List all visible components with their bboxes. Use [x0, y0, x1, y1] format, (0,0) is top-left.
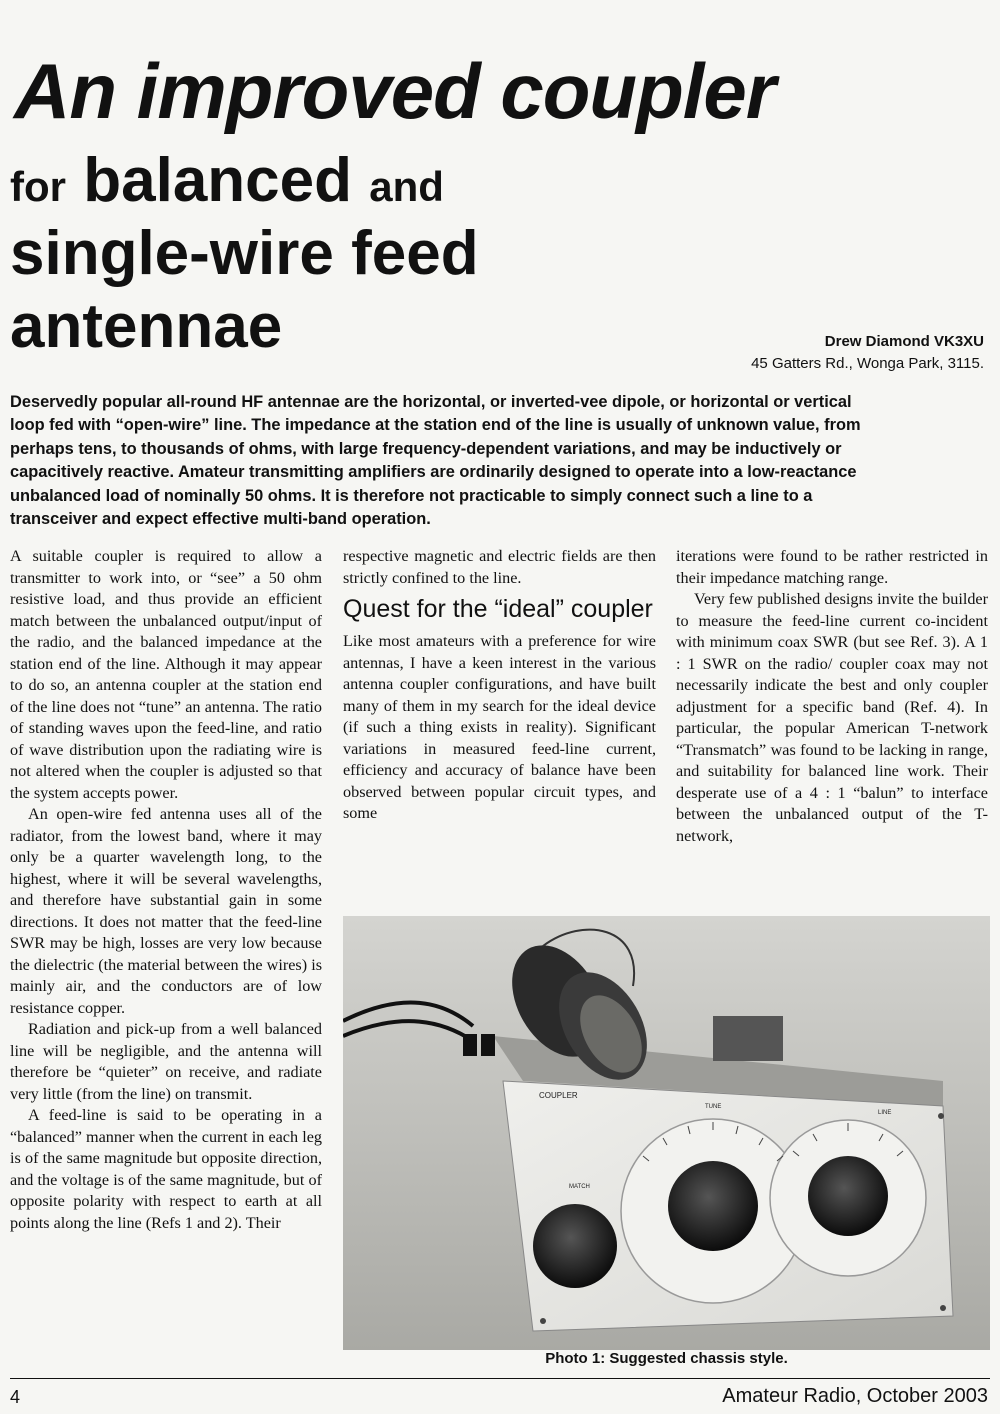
- body-paragraph: An open-wire fed antenna uses all of the radiator, from the lowest band, where it may only be a quarter wavelength long, to the highest, where it will be several wavelengths, and therefore have substantial gain in some directions. It does not matter that the feed-line SWR may be high, losses are very low because the dielectric (the material between the wires) is mainly air, and the conductors are of low resistance copper.: [10, 805, 322, 1017]
- article-subtitle-line1: [10, 146, 444, 215]
- panel-label-coupler: COUPLER: [539, 1091, 578, 1100]
- body-column-2: [343, 546, 656, 825]
- body-paragraph: iterations were found to be rather restricted in their impedance matching range.: [676, 547, 988, 587]
- article-subtitle-line2: single-wire feed: [10, 219, 479, 288]
- intro-line: perhaps tens, to thousands of ohms, with large frequency-dependent variations, and may be inductively or: [10, 439, 842, 458]
- author-name: Drew Diamond VK3XU: [824, 333, 984, 350]
- body-paragraph: Very few published designs invite the builder to measure the feed-line current co-incident with minimum coax SWR (but see Ref. 3). A 1 : 1 SWR on the radio/ coupler coax may not necessarily indicate the best and only coupler adjustment for a specific band (Ref. 4). In particular, the popular American T-network “Transmatch” was found to be lacking in range, and suitability for balanced line work. Their desperate use of a 4 : 1 “balun” to interface between the unbalanced output of the T-network,: [676, 590, 988, 845]
- footer-rule: [10, 1378, 990, 1379]
- knob-label-tune: TUNE: [705, 1104, 722, 1110]
- publication-info: Amateur Radio, October 2003: [722, 1385, 988, 1407]
- intro-line: unbalanced load of nominally 50 ohms. It is therefore not practicable to simply connect such a line to a: [10, 486, 813, 505]
- subtitle-word-balanced: balanced: [83, 146, 353, 215]
- author-address: 45 Gatters Rd., Wonga Park, 3115.: [751, 355, 984, 372]
- body-column-1: [10, 546, 322, 1234]
- knob-label-match: MATCH: [569, 1184, 590, 1190]
- page-number: 4: [10, 1387, 21, 1407]
- body-paragraph: Radiation and pick-up from a well balanced line will be negligible, and the antenna will therefore be “quieter” on receive, and radiate very little (from the line) on transmit.: [10, 1020, 322, 1103]
- article-title: An improved coupler: [14, 47, 776, 135]
- photo-caption: Photo 1: Suggested chassis style.: [545, 1350, 788, 1367]
- coupler-illustration: [343, 916, 990, 1350]
- intro-line: transceiver and expect effective multi-band operation.: [10, 510, 431, 529]
- line-knob: [808, 1156, 888, 1236]
- coupler-photo: [343, 916, 990, 1350]
- body-paragraph: respective magnetic and electric fields are then strictly confined to the line.: [343, 547, 656, 587]
- article-subtitle-line3: antennae: [10, 292, 283, 361]
- intro-line: loop fed with “open-wire” line. The impedance at the station end of the line is usually of unknown value, from: [10, 416, 861, 435]
- terminal: [463, 1034, 477, 1056]
- intro-line: capacitively reactive. Amateur transmitting amplifiers are ordinarily designed to operate into a low-reactance: [10, 463, 857, 482]
- body-paragraph: A feed-line is said to be operating in a “balanced” manner when the current in each leg is of the same magnitude but opposite direction, and the voltage is of the same magnitude, but of opposite polarity with respect to earth at all points along the line (Refs 1 and 2). Their: [10, 1106, 322, 1232]
- intro-paragraph: [10, 391, 978, 531]
- variable-capacitor: [713, 1016, 783, 1061]
- subtitle-word-and: and: [369, 163, 444, 210]
- knob-label-line: LINE: [878, 1110, 892, 1116]
- tune-knob: [668, 1161, 758, 1251]
- section-heading: Quest for the “ideal” coupler: [343, 595, 653, 623]
- body-column-3: [676, 546, 988, 847]
- intro-line: Deservedly popular all-round HF antennae are the horizontal, or inverted-vee dipole, or horizontal or vertical: [10, 393, 852, 411]
- subtitle-word-for: for: [10, 163, 66, 210]
- match-knob: [533, 1204, 617, 1288]
- body-paragraph: A suitable coupler is required to allow a transmitter to work into, or “see” a 50 ohm resistive load, and thus provide an efficient match between the unbalanced output/input of the radio, and the balanced impedance at the station end of the line. Although it may appear to do so, an antenna coupler at the station end of the line does not “tune” an antenna. The ratio of standing waves upon the feed-line, and ratio of wave distribution upon the radiating wire is not altered when the coupler is adjusted so that the system accepts power.: [10, 547, 322, 802]
- body-paragraph: Like most amateurs with a preference for wire antennas, I have a keen interest in the various antenna coupler configurations, and have built many of them in my search for the ideal device (if such a thing exists in reality). Significant variations in measured feed-line current, efficiency and accuracy of balance have been observed between popular circuit types, and some: [343, 632, 656, 822]
- terminal: [481, 1034, 495, 1056]
